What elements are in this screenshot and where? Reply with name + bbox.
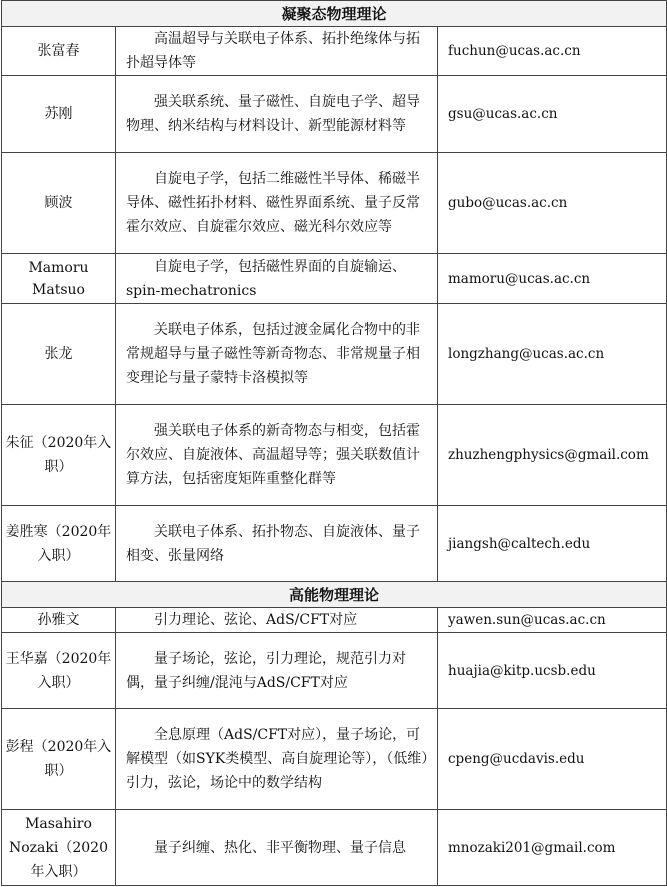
faculty-name: 王华嘉（2020年入职） <box>2 633 116 709</box>
faculty-name: 彭程（2020年入职） <box>2 709 116 810</box>
research-field: 强关联电子体系的新奇物态与相变，包括霍尔效应、自旋液体、高温超导等；强关联数值计算方法，包括密度矩阵重整化群等 <box>116 405 438 506</box>
email-link[interactable]: gsu@ucas.ac.cn <box>438 76 667 153</box>
research-field: 关联电子体系、拓扑物态、自旋液体、量子相变、张量网络 <box>116 506 438 582</box>
table-row <box>2 608 667 633</box>
table-row <box>2 506 667 582</box>
table-row <box>2 709 667 810</box>
table-row <box>2 405 667 506</box>
faculty-name: 朱征（2020年入职） <box>2 405 116 506</box>
table-row <box>2 153 667 254</box>
faculty-name: Mamoru Matsuo <box>2 254 116 304</box>
section-header-high-energy <box>2 582 667 608</box>
research-field: 引力理论、弦论、AdS/CFT对应 <box>116 608 438 633</box>
table-row <box>2 27 667 76</box>
email-link[interactable]: cpeng@ucdavis.edu <box>438 709 667 810</box>
faculty-name: 顾波 <box>2 153 116 254</box>
research-field: 高温超导与关联电子体系、拓扑绝缘体与拓扑超导体等 <box>116 27 438 76</box>
email-link[interactable]: mnozaki201@gmail.com <box>438 810 667 886</box>
research-field: 自旋电子学，包括二维磁性半导体、稀磁半导体、磁性拓扑材料、磁性界面系统、量子反常霍尔效应、自旋霍尔效应、磁光科尔效应等 <box>116 153 438 254</box>
section-title: 凝聚态物理理论 <box>2 1 667 27</box>
faculty-name: Masahiro Nozaki（2020年入职） <box>2 810 116 886</box>
section-header-condensed-matter <box>2 1 667 27</box>
research-field: 全息原理（AdS/CFT对应），量子场论，可解模型（如SYK类模型、高自旋理论等），（低维）引力，弦论，场论中的数学结构 <box>116 709 438 810</box>
faculty-name: 张龙 <box>2 304 116 405</box>
faculty-name: 孙雅文 <box>2 608 116 633</box>
email-link[interactable]: yawen.sun@ucas.ac.cn <box>438 608 667 633</box>
email-link[interactable]: huajia@kitp.ucsb.edu <box>438 633 667 709</box>
research-field: 量子纠缠、热化、非平衡物理、量子信息 <box>116 810 438 886</box>
email-link[interactable]: zhuzhengphysics@gmail.com <box>438 405 667 506</box>
faculty-name: 张富春 <box>2 27 116 76</box>
research-field: 量子场论，弦论，引力理论，规范引力对偶，量子纠缠/混沌与AdS/CFT对应 <box>116 633 438 709</box>
email-link[interactable]: jiangsh@caltech.edu <box>438 506 667 582</box>
email-link[interactable]: gubo@ucas.ac.cn <box>438 153 667 254</box>
email-link[interactable]: longzhang@ucas.ac.cn <box>438 304 667 405</box>
faculty-name: 苏刚 <box>2 76 116 153</box>
table-row <box>2 304 667 405</box>
research-field: 关联电子体系，包括过渡金属化合物中的非常规超导与量子磁性等新奇物态、非常规量子相变理论与量子蒙特卡洛模拟等 <box>116 304 438 405</box>
research-field: 自旋电子学，包括磁性界面的自旋输运、spin-mechatronics <box>116 254 438 304</box>
email-link[interactable]: fuchun@ucas.ac.cn <box>438 27 667 76</box>
faculty-table <box>1 0 667 886</box>
section-title: 高能物理理论 <box>2 582 667 608</box>
email-link[interactable]: mamoru@ucas.ac.cn <box>438 254 667 304</box>
table-row <box>2 76 667 153</box>
table-row <box>2 810 667 886</box>
table-row <box>2 254 667 304</box>
research-field: 强关联系统、量子磁性、自旋电子学、超导物理、纳米结构与材料设计、新型能源材料等 <box>116 76 438 153</box>
table-row <box>2 633 667 709</box>
faculty-name: 姜胜寒（2020年入职） <box>2 506 116 582</box>
